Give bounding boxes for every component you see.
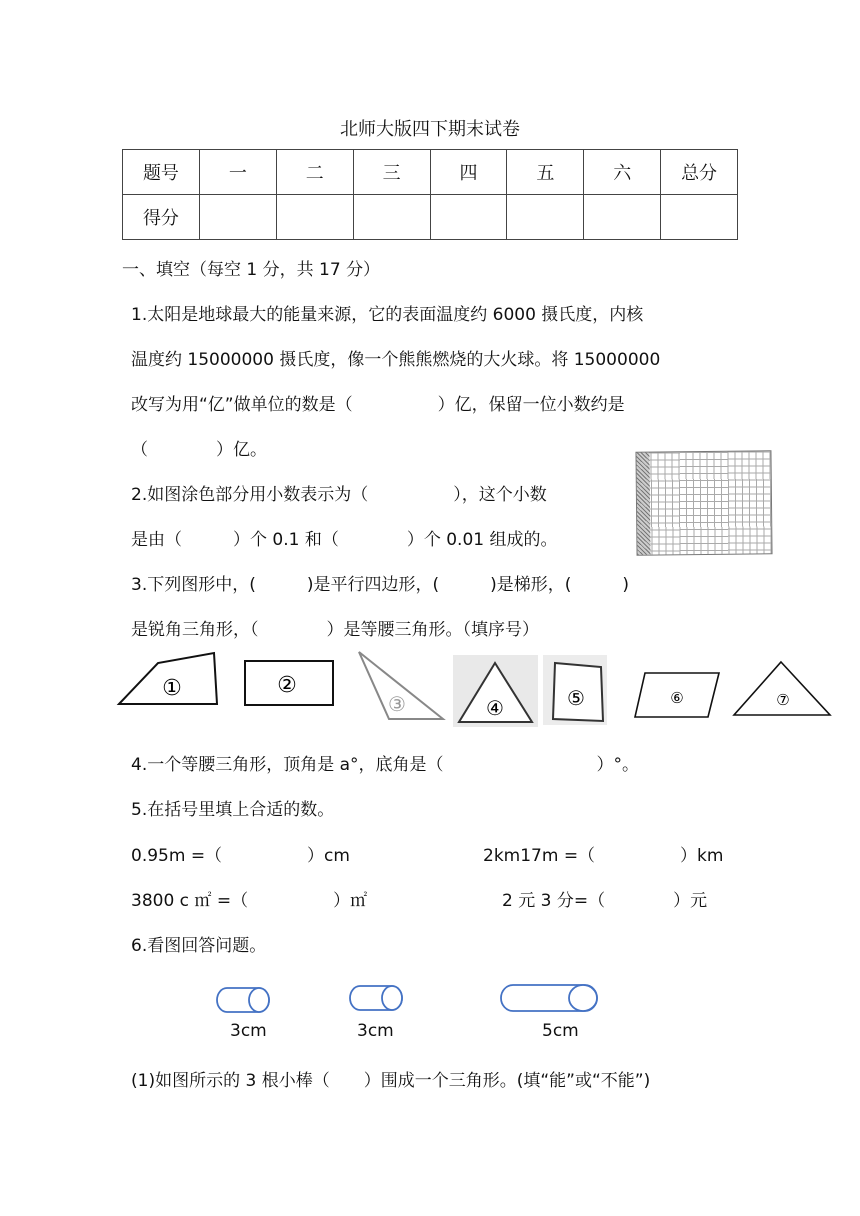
shape-label: ②: [277, 673, 297, 698]
shape-label: ⑤: [567, 686, 585, 710]
shape-6-parallelogram: [632, 669, 722, 721]
question-4: 4.一个等腰三角形，顶角是 a°，底角是（ ）°。: [131, 755, 640, 775]
hundred-grid-figure: [635, 450, 772, 555]
header-cell: 三: [353, 150, 430, 195]
header-cell: 五: [507, 150, 584, 195]
question-5-item: 0.95m =（ ）cm: [131, 846, 350, 866]
question-3-line-2: 是锐角三角形，（ ）是等腰三角形。（填序号）: [131, 620, 539, 640]
question-1-line-1: 1.太阳是地球最大的能量来源，它的表面温度约 6000 摄氏度，内核: [131, 305, 644, 325]
shape-1-trapezoid: [116, 649, 221, 709]
stick-label: 3cm: [357, 1021, 394, 1041]
score-table-score-row: [123, 195, 738, 240]
header-cell: 总分: [661, 150, 738, 195]
score-cell[interactable]: [584, 195, 661, 240]
shape-label: ⑦: [776, 691, 790, 709]
score-cell[interactable]: [353, 195, 430, 240]
stick-3cm-b: [348, 984, 404, 1012]
stick-5cm: [499, 983, 601, 1013]
shaded-columns: [636, 453, 650, 555]
shape-label: ⑥: [670, 689, 684, 707]
header-cell: 一: [199, 150, 276, 195]
score-cell[interactable]: [507, 195, 584, 240]
header-cell: 题号: [123, 150, 200, 195]
question-2-line-1: 2.如图涂色部分用小数表示为（ ），这个小数: [131, 485, 547, 505]
row-label: 得分: [123, 195, 200, 240]
stick-label: 3cm: [230, 1021, 267, 1041]
score-table: [122, 149, 738, 240]
question-5-item: 2 元 3 分=（ ）元: [502, 891, 708, 911]
header-cell: 二: [276, 150, 353, 195]
shape-4-equilateral-triangle: [453, 655, 538, 727]
shape-5-quadrilateral: [543, 655, 607, 725]
header-cell: 六: [584, 150, 661, 195]
stick-label: 5cm: [542, 1021, 579, 1041]
question-1-line-3: 改写为用“亿”做单位的数是（ ）亿，保留一位小数约是: [131, 395, 625, 415]
section-heading: 一、填空（每空 1 分，共 17 分）: [122, 260, 381, 280]
shape-label: ①: [162, 676, 182, 701]
question-5-item: 3800 c ㎡ =（ ）㎡: [131, 891, 368, 911]
question-2-line-2: 是由（ ）个 0.1 和（ ）个 0.01 组成的。: [131, 530, 558, 550]
score-table-header-row: [123, 150, 738, 195]
shape-label: ③: [388, 692, 406, 716]
score-cell[interactable]: [199, 195, 276, 240]
question-3-line-1: 3.下列图形中，( )是平行四边形，( )是梯形，( ): [131, 575, 630, 595]
score-cell[interactable]: [661, 195, 738, 240]
page-title: 北师大版四下期末试卷: [340, 119, 520, 140]
question-1-line-2: 温度约 15000000 摄氏度，像一个熊熊燃烧的大火球。将 15000000: [131, 350, 661, 370]
score-cell[interactable]: [276, 195, 353, 240]
score-cell[interactable]: [430, 195, 507, 240]
header-cell: 四: [430, 150, 507, 195]
question-5-heading: 5.在括号里填上合适的数。: [131, 800, 335, 820]
question-6-heading: 6.看图回答问题。: [131, 936, 267, 956]
shape-3-obtuse-triangle: [355, 649, 450, 724]
shape-2-rectangle: [242, 657, 337, 709]
shape-7-isosceles-triangle: [731, 659, 833, 719]
question-5-item: 2km17m =（ ）km: [483, 846, 724, 866]
question-6-part-1: (1)如图所示的 3 根小棒（ ）围成一个三角形。(填“能”或“不能”): [131, 1071, 651, 1091]
stick-3cm-a: [215, 986, 271, 1014]
question-1-line-4: （ ）亿。: [131, 440, 267, 460]
shape-label: ④: [486, 696, 504, 720]
